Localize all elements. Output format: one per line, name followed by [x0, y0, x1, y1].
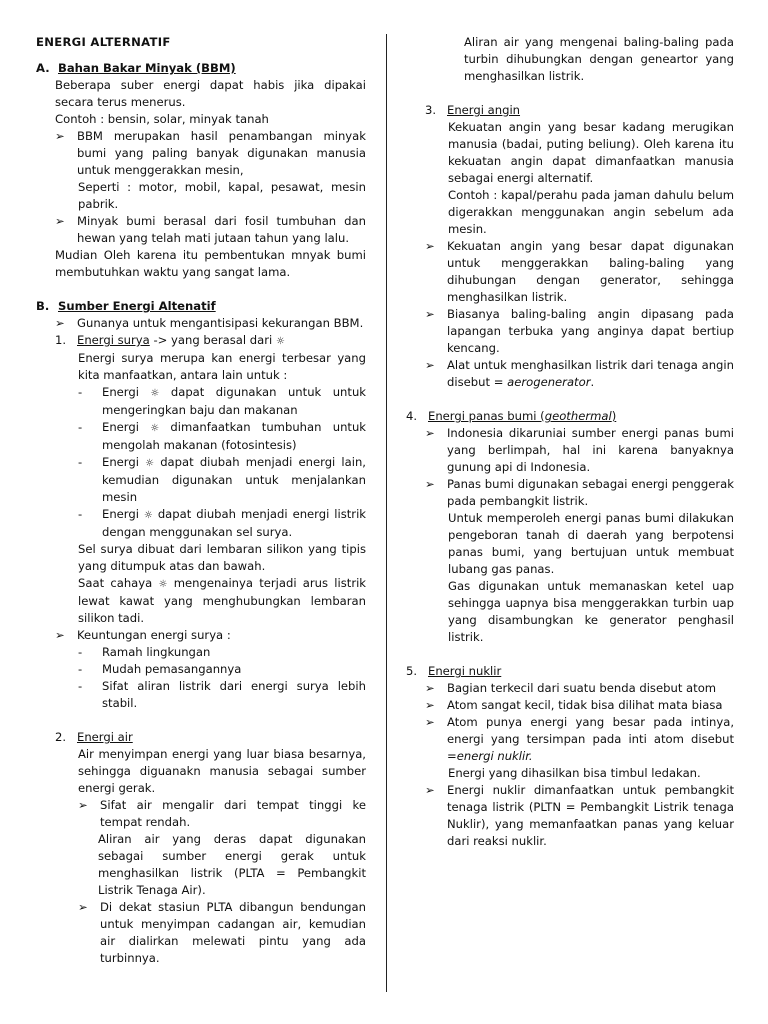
solar-cell-text-2: Saat cahaya ☼ mengenainya terjadi arus listrik lewat kawat yang menghubungkan lembaran silikon tadi.	[78, 576, 367, 625]
arrow-bullet-icon: ➢	[425, 783, 435, 797]
arrow-bullet-icon: ➢	[55, 214, 65, 228]
water-bullet-extra-2: Aliran air yang mengenai baling-baling pada turbin dihubungkan dengan geneartor yang menghasilkan listrik.	[464, 35, 734, 83]
geothermal-paragraph-2: Gas digunakan untuk memanaskan ketel uap sehingga uapnya bisa menggerakkan turbin uap yang disambungkan ke generator penghasil listrik.	[448, 579, 734, 644]
sun-icon: ☼	[150, 388, 160, 399]
section-a-bullet-extra: Seperti : motor, mobil, kapal, pesawat, mesin pabrik.	[78, 180, 366, 211]
list-item: - Sifat aliran listrik dari energi surya lebih stabil.	[78, 679, 366, 710]
list-item: ➢ Keuntungan energi surya :	[55, 628, 231, 642]
arrow-bullet-icon: ➢	[425, 477, 435, 491]
list-item: - Ramah lingkungan	[78, 645, 211, 659]
section-a-example: Contoh : bensin, solar, minyak tanah	[55, 112, 269, 126]
geothermal-energy-heading: 4. Energi panas bumi (geothermal)	[406, 409, 617, 423]
section-a-closing: Mudian Oleh karena itu pembentukan mnyak bumi membutuhkan waktu yang sangat lama.	[55, 248, 366, 279]
list-item: ➢ Atom sangat kecil, tidak bisa dilihat mata biasa	[425, 698, 723, 712]
solar-cell-text: Sel surya dibuat dari lembaran silikon yang tipis yang ditumpuk atas dan bawah.	[78, 542, 366, 573]
arrow-bullet-icon: ➢	[425, 307, 435, 321]
water-bullet-extra: Aliran air yang deras dapat digunakan sebagai sumber energi gerak untuk menghasilkan listrik (PLTA = Pembangkit Listrik Tenaga Air).	[98, 832, 366, 897]
list-item: - Energi ☼ dapat digunakan untuk untuk mengeringkan baju dan makanan	[78, 385, 367, 417]
list-item: ➢ Sifat air mengalir dari tempat tinggi ke tempat rendah.	[78, 798, 366, 829]
nuclear-energy-heading: 5. Energi nuklir	[406, 664, 502, 678]
list-item: ➢ Indonesia dikaruniai sumber energi panas bumi yang berlimpah, hal ini karena banyaknya gunung api di Indonesia.	[425, 426, 734, 474]
list-item: ➢ Atom punya energi yang besar pada intinya, energi yang tersimpan pada inti atom disebut =energi nuklir.	[425, 715, 734, 763]
wind-example: Contoh : kapal/perahu pada jaman dahulu belum digerakkan menggunakan angin sebelum ada mesin.	[448, 188, 734, 236]
column-divider	[386, 34, 387, 992]
nuclear-bullet-extra: Energi yang dihasilkan bisa timbul ledakan.	[448, 766, 701, 780]
document-title: ENERGI ALTERNATIF	[36, 35, 171, 49]
section-a-heading: A. Bahan Bakar Minyak (BBM)	[36, 61, 236, 75]
arrow-bullet-icon: ➢	[425, 358, 435, 372]
list-item: - Mudah pemasangannya	[78, 662, 242, 676]
list-item: ➢ Di dekat stasiun PLTA dibangun bendungan untuk menyimpan cadangan air, kemudian air dialirkan melewati pintu yang ada turbinnya.	[78, 900, 366, 965]
arrow-bullet-icon: ➢	[55, 316, 65, 330]
sun-icon: ☼	[275, 336, 285, 347]
left-column	[36, 34, 366, 967]
solar-energy-heading: 1. Energi surya -> yang berasal dari ☼	[55, 333, 285, 347]
wind-energy-heading: 3. Energi angin	[425, 103, 521, 117]
arrow-bullet-icon: ➢	[425, 239, 435, 253]
sun-icon: ☼	[150, 423, 160, 434]
list-item: - Energi ☼ dapat diubah menjadi energi listrik dengan menggunakan sel surya.	[78, 507, 367, 539]
wind-desc: Kekuatan angin yang besar kadang merugikan manusia (badai, puting beliung). Oleh karena itu kekuatan angin dapat dimanfaatkan manusia sebagai energi alternatif.	[448, 120, 734, 185]
sun-icon: ☼	[143, 510, 153, 521]
right-column	[406, 34, 734, 850]
list-item: - Energi ☼ dapat diubah menjadi energi lain, kemudian digunakan untuk menjalankan mesin	[78, 455, 366, 504]
water-energy-heading: 2. Energi air	[55, 730, 133, 744]
list-item: ➢ Kekuatan angin yang besar dapat digunakan untuk menggerakkan baling-baling yang dihubungan dengan generator, sehingga menghasilkan listrik.	[425, 239, 734, 304]
arrow-bullet-icon: ➢	[55, 129, 65, 143]
geothermal-paragraph: Untuk memperoleh energi panas bumi dilakukan pengeboran tanah di daerah yang berpotensi panas bumi, yang bertujuan untuk membuat lubang gas panas.	[448, 511, 734, 576]
list-item: ➢ Panas bumi digunakan sebagai energi penggerak pada pembangkit listrik.	[425, 477, 734, 508]
list-item: ➢ Bagian terkecil dari suatu benda disebut atom	[425, 681, 717, 695]
list-item: ➢ BBM merupakan hasil penambangan minyak bumi yang paling banyak digunakan manusia untuk menggerakkan mesin,	[55, 129, 366, 177]
arrow-bullet-icon: ➢	[425, 681, 435, 695]
list-item: ➢ Energi nuklir dimanfaatkan untuk pembangkit tenaga listrik (PLTN = Pembangkit Listrik tenaga Nuklir), yang memanfaatkan panas yang keluar dari reaksi nuklir.	[425, 783, 734, 848]
list-item: ➢ Biasanya baling-baling angin dipasang pada lapangan terbuka yang anginya dapat bertiup kencang.	[425, 307, 734, 355]
sun-icon: ☼	[158, 579, 168, 590]
arrow-bullet-icon: ➢	[425, 715, 435, 729]
list-item: ➢ Alat untuk menghasilkan listrik dari tenaga angin disebut = aerogenerator.	[425, 358, 734, 389]
list-item: - Energi ☼ dimanfaatkan tumbuhan untuk mengolah makanan (fotosintesis)	[78, 420, 367, 452]
arrow-bullet-icon: ➢	[78, 798, 88, 812]
sun-icon: ☼	[145, 458, 155, 469]
list-item: ➢ Minyak bumi berasal dari fosil tumbuhan dan hewan yang telah mati jutaan tahun yang lalu.	[55, 214, 366, 245]
arrow-bullet-icon: ➢	[425, 698, 435, 712]
arrow-bullet-icon: ➢	[55, 628, 65, 642]
arrow-bullet-icon: ➢	[425, 426, 435, 440]
solar-desc: Energi surya merupa kan energi terbesar yang kita manfaatkan, antara lain untuk :	[78, 351, 366, 382]
list-item: ➢ Gunanya untuk mengantisipasi kekurangan BBM.	[55, 316, 364, 330]
section-b-heading: B. Sumber Energi Altenatif	[36, 299, 216, 313]
section-a-intro: Beberapa suber energi dapat habis jika dipakai secara terus menerus.	[55, 78, 366, 109]
arrow-bullet-icon: ➢	[78, 900, 88, 914]
water-desc: Air menyimpan energi yang luar biasa besarnya, sehingga diguanakn manusia sebagai sumber energi gerak.	[78, 747, 366, 795]
